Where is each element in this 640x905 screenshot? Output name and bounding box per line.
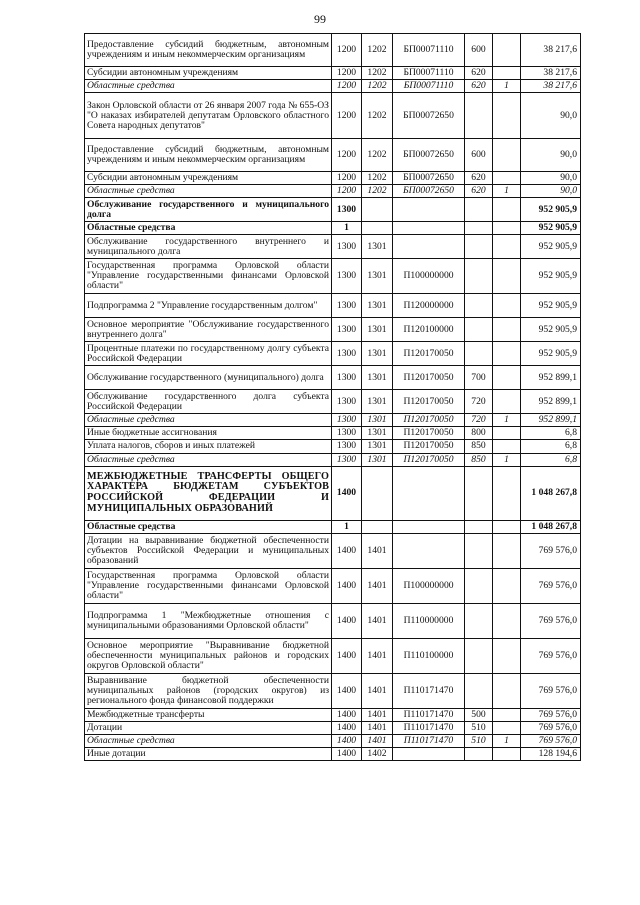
section-code: 1300 — [332, 198, 362, 222]
budget-table-body — [85, 34, 581, 761]
target-article-code: П120170050 — [393, 453, 465, 466]
table-row — [85, 427, 581, 440]
section-code: 1300 — [332, 342, 362, 366]
target-article-code: П120170050 — [393, 440, 465, 453]
section-code: 1400 — [332, 638, 362, 673]
source-code: 1 — [493, 453, 521, 466]
row-name: Подпрограмма 2 "Управление государственным долгом" — [85, 294, 332, 318]
expense-type-code — [465, 466, 493, 520]
section-code: 1200 — [332, 34, 362, 67]
amount: 1 048 267,8 — [521, 520, 581, 533]
row-name: Межбюджетные трансферты — [85, 708, 332, 721]
target-article-code: БП00072650 — [393, 185, 465, 198]
row-name: Дотации — [85, 721, 332, 734]
expense-type-code — [465, 198, 493, 222]
row-name: Выравнивание бюджетной обеспеченности муниципальных районов (городских округов) из регионального фонда финансовой поддержки — [85, 673, 332, 708]
section-code: 1 — [332, 222, 362, 235]
amount: 90,0 — [521, 172, 581, 185]
amount: 6,8 — [521, 440, 581, 453]
row-name: Государственная программа Орловской области "Управление государственными финансами Орловской области" — [85, 259, 332, 294]
source-code — [493, 568, 521, 603]
budget-table — [84, 33, 581, 761]
subsection-code — [362, 466, 393, 520]
section-code: 1200 — [332, 67, 362, 80]
expense-type-code — [465, 603, 493, 638]
subsection-code: 1202 — [362, 139, 393, 172]
target-article-code: П100000000 — [393, 259, 465, 294]
section-code: 1400 — [332, 734, 362, 747]
expense-type-code: 700 — [465, 366, 493, 390]
table-row — [85, 80, 581, 93]
target-article-code — [393, 747, 465, 760]
target-article-code — [393, 533, 465, 568]
row-name: Областные средства — [85, 222, 332, 235]
target-article-code: П110171470 — [393, 673, 465, 708]
source-code — [493, 139, 521, 172]
subsection-code: 1301 — [362, 453, 393, 466]
amount: 38 217,6 — [521, 80, 581, 93]
expense-type-code — [465, 533, 493, 568]
row-name: Областные средства — [85, 520, 332, 533]
row-name: Обслуживание государственного внутреннего и муниципального долга — [85, 235, 332, 259]
source-code — [493, 533, 521, 568]
source-code — [493, 294, 521, 318]
row-name: Обслуживание государственного (муниципального) долга — [85, 366, 332, 390]
section-code: 1300 — [332, 414, 362, 427]
source-code — [493, 318, 521, 342]
expense-type-code — [465, 520, 493, 533]
section-code: 1400 — [332, 673, 362, 708]
amount: 952 905,9 — [521, 318, 581, 342]
section-code: 1200 — [332, 139, 362, 172]
row-name: Основное мероприятие "Обслуживание государственного внутреннего долга" — [85, 318, 332, 342]
section-code: 1300 — [332, 294, 362, 318]
amount: 769 576,0 — [521, 568, 581, 603]
source-code — [493, 390, 521, 414]
section-code: 1200 — [332, 185, 362, 198]
amount: 952 905,9 — [521, 198, 581, 222]
row-name: Иные дотации — [85, 747, 332, 760]
section-code: 1 — [332, 520, 362, 533]
section-code: 1200 — [332, 80, 362, 93]
subsection-code — [362, 198, 393, 222]
target-article-code: П100000000 — [393, 568, 465, 603]
table-row — [85, 603, 581, 638]
row-name: Областные средства — [85, 734, 332, 747]
subsection-code: 1301 — [362, 366, 393, 390]
table-row — [85, 673, 581, 708]
subsection-code: 1301 — [362, 440, 393, 453]
target-article-code: П120170050 — [393, 366, 465, 390]
target-article-code: БП00072650 — [393, 93, 465, 139]
table-row — [85, 34, 581, 67]
source-code — [493, 708, 521, 721]
amount: 128 194,6 — [521, 747, 581, 760]
expense-type-code — [465, 318, 493, 342]
expense-type-code — [465, 294, 493, 318]
section-code: 1300 — [332, 259, 362, 294]
expense-type-code: 620 — [465, 185, 493, 198]
subsection-code: 1301 — [362, 342, 393, 366]
table-row — [85, 721, 581, 734]
subsection-code: 1301 — [362, 427, 393, 440]
table-row — [85, 198, 581, 222]
amount: 769 576,0 — [521, 603, 581, 638]
amount: 1 048 267,8 — [521, 466, 581, 520]
row-name: Предоставление субсидий бюджетным, автономным учреждениям и иным некоммерческим организациям — [85, 34, 332, 67]
target-article-code — [393, 520, 465, 533]
target-article-code: П110100000 — [393, 638, 465, 673]
row-name: Областные средства — [85, 80, 332, 93]
table-row — [85, 67, 581, 80]
source-code — [493, 93, 521, 139]
expense-type-code: 620 — [465, 67, 493, 80]
subsection-code: 1401 — [362, 734, 393, 747]
source-code: 1 — [493, 185, 521, 198]
target-article-code: БП00072650 — [393, 139, 465, 172]
subsection-code: 1202 — [362, 172, 393, 185]
table-row — [85, 172, 581, 185]
section-code: 1300 — [332, 390, 362, 414]
row-name: Предоставление субсидий бюджетным, автономным учреждениям и иным некоммерческим организациям — [85, 139, 332, 172]
subsection-code — [362, 222, 393, 235]
subsection-code: 1401 — [362, 708, 393, 721]
subsection-code: 1401 — [362, 568, 393, 603]
table-row — [85, 318, 581, 342]
target-article-code: БП00071110 — [393, 80, 465, 93]
table-row — [85, 235, 581, 259]
amount: 769 576,0 — [521, 721, 581, 734]
table-row — [85, 185, 581, 198]
expense-type-code — [465, 259, 493, 294]
row-name: Областные средства — [85, 453, 332, 466]
subsection-code: 1401 — [362, 673, 393, 708]
row-name: Государственная программа Орловской области "Управление государственными финансами Орловской области" — [85, 568, 332, 603]
expense-type-code: 800 — [465, 427, 493, 440]
expense-type-code — [465, 673, 493, 708]
section-code: 1400 — [332, 747, 362, 760]
expense-type-code — [465, 235, 493, 259]
row-name: Субсидии автономным учреждениям — [85, 172, 332, 185]
amount: 90,0 — [521, 139, 581, 172]
section-code: 1300 — [332, 453, 362, 466]
source-code — [493, 466, 521, 520]
target-article-code: П120000000 — [393, 294, 465, 318]
table-row — [85, 366, 581, 390]
expense-type-code: 600 — [465, 139, 493, 172]
section-code: 1200 — [332, 93, 362, 139]
subsection-code: 1301 — [362, 390, 393, 414]
amount: 952 899,1 — [521, 414, 581, 427]
expense-type-code: 510 — [465, 721, 493, 734]
amount: 6,8 — [521, 427, 581, 440]
row-name: Субсидии автономным учреждениям — [85, 67, 332, 80]
table-row — [85, 638, 581, 673]
row-name: Иные бюджетные ассигнования — [85, 427, 332, 440]
expense-type-code — [465, 568, 493, 603]
source-code — [493, 198, 521, 222]
amount: 952 905,9 — [521, 235, 581, 259]
section-code: 1400 — [332, 568, 362, 603]
source-code — [493, 67, 521, 80]
target-article-code: П110000000 — [393, 603, 465, 638]
amount: 6,8 — [521, 453, 581, 466]
subsection-code: 1401 — [362, 638, 393, 673]
source-code — [493, 440, 521, 453]
expense-type-code: 620 — [465, 80, 493, 93]
expense-type-code: 720 — [465, 390, 493, 414]
target-article-code — [393, 222, 465, 235]
source-code — [493, 259, 521, 294]
section-code: 1400 — [332, 603, 362, 638]
amount: 90,0 — [521, 93, 581, 139]
source-code — [493, 235, 521, 259]
amount: 769 576,0 — [521, 533, 581, 568]
source-code — [493, 222, 521, 235]
expense-type-code: 850 — [465, 453, 493, 466]
section-code: 1300 — [332, 235, 362, 259]
table-row — [85, 440, 581, 453]
amount: 90,0 — [521, 185, 581, 198]
source-code — [493, 520, 521, 533]
target-article-code: БП00071110 — [393, 67, 465, 80]
source-code: 1 — [493, 734, 521, 747]
expense-type-code: 500 — [465, 708, 493, 721]
table-row — [85, 342, 581, 366]
expense-type-code: 510 — [465, 734, 493, 747]
section-code: 1300 — [332, 427, 362, 440]
section-code: 1300 — [332, 366, 362, 390]
subsection-code: 1202 — [362, 93, 393, 139]
source-code — [493, 172, 521, 185]
subsection-code: 1401 — [362, 721, 393, 734]
table-row — [85, 139, 581, 172]
table-row — [85, 466, 581, 520]
subsection-code: 1301 — [362, 235, 393, 259]
row-name: Дотации на выравнивание бюджетной обеспеченности субъектов Российской Федерации и муниципальных образований — [85, 533, 332, 568]
amount: 769 576,0 — [521, 673, 581, 708]
section-code: 1300 — [332, 440, 362, 453]
row-name: МЕЖБЮДЖЕТНЫЕ ТРАНСФЕРТЫ ОБЩЕГО ХАРАКТЕРА БЮДЖЕТАМ СУБЪЕКТОВ РОССИЙСКОЙ ФЕДЕРАЦИИ И МУНИЦИПАЛЬНЫХ ОБРАЗОВАНИЙ — [85, 466, 332, 520]
subsection-code: 1402 — [362, 747, 393, 760]
expense-type-code — [465, 638, 493, 673]
source-code: 1 — [493, 80, 521, 93]
amount: 952 905,9 — [521, 294, 581, 318]
row-name: Областные средства — [85, 414, 332, 427]
target-article-code: БП00071110 — [393, 34, 465, 67]
target-article-code — [393, 235, 465, 259]
target-article-code — [393, 466, 465, 520]
amount: 38 217,6 — [521, 34, 581, 67]
page-number: 99 — [314, 12, 326, 26]
subsection-code — [362, 520, 393, 533]
amount: 952 905,9 — [521, 342, 581, 366]
section-code: 1300 — [332, 318, 362, 342]
table-row — [85, 520, 581, 533]
source-code — [493, 366, 521, 390]
section-code: 1400 — [332, 466, 362, 520]
amount: 769 576,0 — [521, 708, 581, 721]
target-article-code: БП00072650 — [393, 172, 465, 185]
subsection-code: 1202 — [362, 34, 393, 67]
target-article-code: П120170050 — [393, 342, 465, 366]
source-code — [493, 34, 521, 67]
section-code: 1400 — [332, 533, 362, 568]
subsection-code: 1301 — [362, 259, 393, 294]
target-article-code: П120170050 — [393, 390, 465, 414]
table-row — [85, 294, 581, 318]
section-code: 1200 — [332, 172, 362, 185]
row-name: Областные средства — [85, 185, 332, 198]
table-row — [85, 390, 581, 414]
target-article-code: П120100000 — [393, 318, 465, 342]
table-row — [85, 222, 581, 235]
amount: 952 905,9 — [521, 222, 581, 235]
source-code — [493, 638, 521, 673]
subsection-code: 1202 — [362, 80, 393, 93]
row-name: Закон Орловской области от 26 января 2007 года № 655-ОЗ "О наказах избирателей депутатам Орловского областного Совета народных депутатов" — [85, 93, 332, 139]
source-code — [493, 673, 521, 708]
subsection-code: 1301 — [362, 318, 393, 342]
table-row — [85, 734, 581, 747]
table-row — [85, 414, 581, 427]
source-code — [493, 342, 521, 366]
expense-type-code: 850 — [465, 440, 493, 453]
table-row — [85, 259, 581, 294]
row-name: Подпрограмма 1 "Межбюджетные отношения с муниципальными образованиями Орловской области" — [85, 603, 332, 638]
table-row — [85, 533, 581, 568]
row-name: Процентные платежи по государственному долгу субъекта Российской Федерации — [85, 342, 332, 366]
source-code — [493, 427, 521, 440]
amount: 38 217,6 — [521, 67, 581, 80]
row-name: Основное мероприятие "Выравнивание бюджетной обеспеченности муниципальных районов и городских округов Орловской области" — [85, 638, 332, 673]
expense-type-code — [465, 747, 493, 760]
expense-type-code: 720 — [465, 414, 493, 427]
section-code: 1400 — [332, 721, 362, 734]
source-code — [493, 603, 521, 638]
amount: 952 899,1 — [521, 390, 581, 414]
table-row — [85, 747, 581, 760]
target-article-code: П110171470 — [393, 734, 465, 747]
amount: 952 899,1 — [521, 366, 581, 390]
target-article-code: П110171470 — [393, 721, 465, 734]
row-name: Уплата налогов, сборов и иных платежей — [85, 440, 332, 453]
subsection-code: 1401 — [362, 603, 393, 638]
source-code — [493, 721, 521, 734]
amount: 769 576,0 — [521, 734, 581, 747]
expense-type-code: 620 — [465, 172, 493, 185]
target-article-code: П110171470 — [393, 708, 465, 721]
table-row — [85, 93, 581, 139]
table-row — [85, 708, 581, 721]
subsection-code: 1202 — [362, 67, 393, 80]
expense-type-code — [465, 93, 493, 139]
table-row — [85, 568, 581, 603]
expense-type-code — [465, 342, 493, 366]
source-code — [493, 747, 521, 760]
row-name: Обслуживание государственного и муниципального долга — [85, 198, 332, 222]
expense-type-code: 600 — [465, 34, 493, 67]
subsection-code: 1202 — [362, 185, 393, 198]
expense-type-code — [465, 222, 493, 235]
target-article-code: П120170050 — [393, 414, 465, 427]
amount: 769 576,0 — [521, 638, 581, 673]
section-code: 1400 — [332, 708, 362, 721]
table-row — [85, 453, 581, 466]
subsection-code: 1301 — [362, 414, 393, 427]
source-code: 1 — [493, 414, 521, 427]
target-article-code — [393, 198, 465, 222]
subsection-code: 1401 — [362, 533, 393, 568]
amount: 952 905,9 — [521, 259, 581, 294]
target-article-code: П120170050 — [393, 427, 465, 440]
row-name: Обслуживание государственного долга субъекта Российской Федерации — [85, 390, 332, 414]
subsection-code: 1301 — [362, 294, 393, 318]
